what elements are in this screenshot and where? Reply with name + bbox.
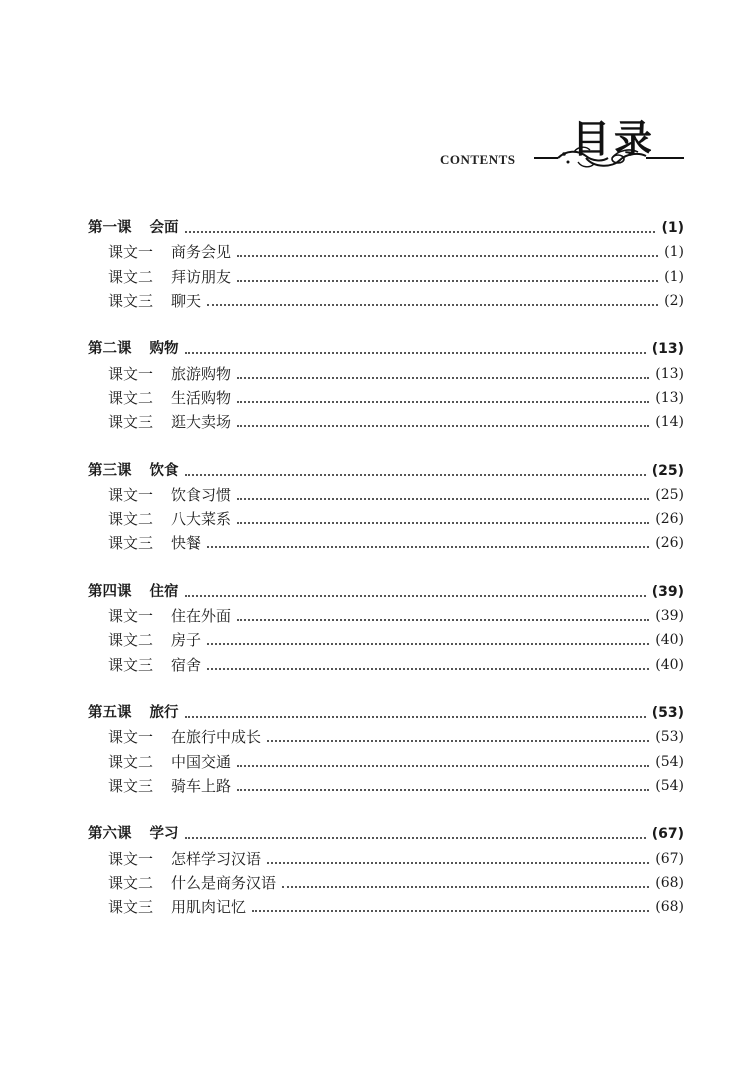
entry-label: 第二课: [88, 341, 132, 358]
toc-lesson-row[interactable]: [88, 262, 684, 286]
entry-label: 课文三: [108, 898, 154, 916]
entry-title: 宿舍: [171, 655, 202, 674]
entry-label: 第一课: [88, 220, 132, 237]
page-number: (13): [651, 341, 684, 358]
page-number: (2): [664, 292, 684, 309]
toc-lesson-row[interactable]: [88, 238, 684, 262]
toc-lesson-row[interactable]: [88, 747, 684, 771]
toc-lesson-row[interactable]: [88, 384, 684, 408]
entry-title: 用肌肉记忆: [171, 898, 247, 916]
entry-label: 课文三: [108, 655, 154, 674]
chapter-group: [88, 457, 684, 554]
dot-leader: [185, 231, 656, 233]
entry-label: 课文一: [108, 485, 154, 504]
entry-title: 怎样学习汉语: [171, 849, 262, 868]
entry-title: 聊天: [171, 291, 202, 310]
page-header: [430, 108, 700, 178]
chapter-group: [88, 699, 684, 796]
page-number: (67): [651, 826, 684, 843]
chapter-group: [88, 820, 684, 917]
entry-title: 会面: [149, 220, 179, 237]
entry-title: 旅行: [149, 705, 179, 722]
toc-lesson-row[interactable]: [88, 893, 684, 917]
dot-leader: [237, 789, 649, 791]
toc-chapter-row[interactable]: [88, 335, 684, 359]
page-number: (40): [655, 632, 684, 649]
dot-leader: [237, 619, 649, 621]
page-number: (1): [661, 220, 684, 237]
toc-lesson-row[interactable]: [88, 626, 684, 650]
toc-lesson-row[interactable]: [88, 408, 684, 432]
page-number: (67): [655, 850, 684, 867]
entry-label: 课文三: [108, 776, 154, 795]
page-number: (1): [664, 244, 684, 261]
toc-lesson-row[interactable]: [88, 287, 684, 311]
dot-leader: [237, 498, 649, 500]
page-number: (25): [651, 462, 684, 479]
entry-title: 学习: [149, 826, 179, 843]
table-of-contents: [88, 214, 684, 942]
entry-label: 第五课: [88, 705, 132, 722]
page-number: (13): [655, 365, 684, 382]
entry-title: 在旅行中成长: [171, 728, 262, 747]
toc-chapter-row[interactable]: [88, 820, 684, 844]
dot-leader: [267, 740, 649, 742]
page-subtitle: CONTENTS: [440, 152, 516, 167]
page-number: (54): [655, 777, 684, 794]
toc-chapter-row[interactable]: [88, 578, 684, 602]
toc-lesson-row[interactable]: [88, 529, 684, 553]
toc-lesson-row[interactable]: [88, 602, 684, 626]
page-number: (13): [655, 389, 684, 406]
entry-label: 课文二: [108, 752, 154, 771]
toc-lesson-row[interactable]: [88, 505, 684, 529]
entry-label: 第四课: [88, 583, 132, 600]
entry-title: 快餐: [171, 534, 202, 553]
entry-label: 课文二: [108, 631, 154, 650]
page-number: (68): [655, 899, 684, 915]
dot-leader: [185, 595, 646, 597]
dot-leader: [185, 474, 646, 476]
entry-title: 什么是商务汉语: [171, 873, 277, 892]
entry-label: 课文三: [108, 534, 154, 553]
dot-leader: [237, 401, 649, 403]
entry-label: 第六课: [88, 826, 132, 843]
page-number: (39): [651, 583, 684, 600]
toc-lesson-row[interactable]: [88, 844, 684, 868]
dot-leader: [207, 668, 649, 670]
toc-chapter-row[interactable]: [88, 699, 684, 723]
page-number: (26): [655, 535, 684, 552]
dot-leader: [207, 643, 649, 645]
entry-title: 饮食习惯: [171, 485, 232, 504]
chapter-group: [88, 335, 684, 432]
toc-lesson-row[interactable]: [88, 650, 684, 674]
toc-lesson-row[interactable]: [88, 481, 684, 505]
toc-lesson-row[interactable]: [88, 869, 684, 893]
entry-label: 课文二: [108, 510, 154, 529]
dot-leader: [237, 255, 658, 257]
page-number: (68): [655, 874, 684, 891]
toc-lesson-row[interactable]: [88, 359, 684, 383]
dot-leader: [207, 546, 649, 548]
entry-title: 八大菜系: [171, 510, 232, 529]
entry-label: 课文一: [108, 728, 154, 747]
entry-label: 第三课: [88, 462, 132, 479]
entry-label: 课文三: [108, 291, 154, 310]
dot-leader: [282, 886, 649, 888]
flourish-ornament-icon: [534, 146, 684, 170]
dot-leader: [237, 765, 649, 767]
toc-lesson-row[interactable]: [88, 723, 684, 747]
page-title: 目录: [572, 117, 657, 161]
dot-leader: [207, 304, 658, 306]
dot-leader: [237, 377, 649, 379]
page-number: (14): [655, 414, 684, 430]
dot-leader: [252, 910, 649, 912]
dot-leader: [237, 280, 658, 282]
page-number: (26): [655, 511, 684, 528]
entry-label: 课文一: [108, 849, 154, 868]
entry-title: 逛大卖场: [171, 413, 232, 431]
page-number: (39): [655, 608, 684, 625]
entry-title: 住在外面: [171, 607, 232, 626]
dot-leader: [185, 352, 646, 354]
dot-leader: [237, 522, 649, 524]
entry-title: 饮食: [149, 462, 179, 479]
page-number: (53): [651, 705, 684, 722]
chapter-group: [88, 214, 684, 311]
entry-label: 课文二: [108, 388, 154, 407]
entry-title: 生活购物: [171, 388, 232, 407]
entry-title: 旅游购物: [171, 364, 232, 383]
dot-leader: [185, 837, 646, 839]
entry-label: 课文一: [108, 607, 154, 626]
page-number: (54): [655, 753, 684, 770]
toc-lesson-row[interactable]: [88, 772, 684, 796]
dot-leader: [267, 862, 649, 864]
entry-title: 住宿: [149, 583, 179, 600]
entry-title: 拜访朋友: [171, 267, 232, 286]
toc-chapter-row[interactable]: [88, 214, 684, 238]
toc-chapter-row[interactable]: [88, 457, 684, 481]
entry-title: 骑车上路: [171, 776, 232, 795]
chapter-group: [88, 578, 684, 675]
entry-title: 中国交通: [171, 752, 232, 771]
entry-label: 课文二: [108, 267, 154, 286]
entry-title: 商务会见: [171, 243, 232, 262]
entry-label: 课文二: [108, 873, 154, 892]
dot-leader: [185, 716, 646, 718]
page-number: (25): [655, 486, 684, 503]
entry-label: 课文一: [108, 364, 154, 383]
entry-title: 房子: [171, 631, 202, 650]
page-number: (1): [664, 268, 684, 285]
page-number: (53): [655, 729, 684, 746]
entry-label: 课文一: [108, 243, 154, 262]
dot-leader: [237, 425, 649, 427]
entry-title: 购物: [149, 341, 179, 358]
page-number: (40): [655, 656, 684, 673]
entry-label: 课文三: [108, 413, 154, 431]
